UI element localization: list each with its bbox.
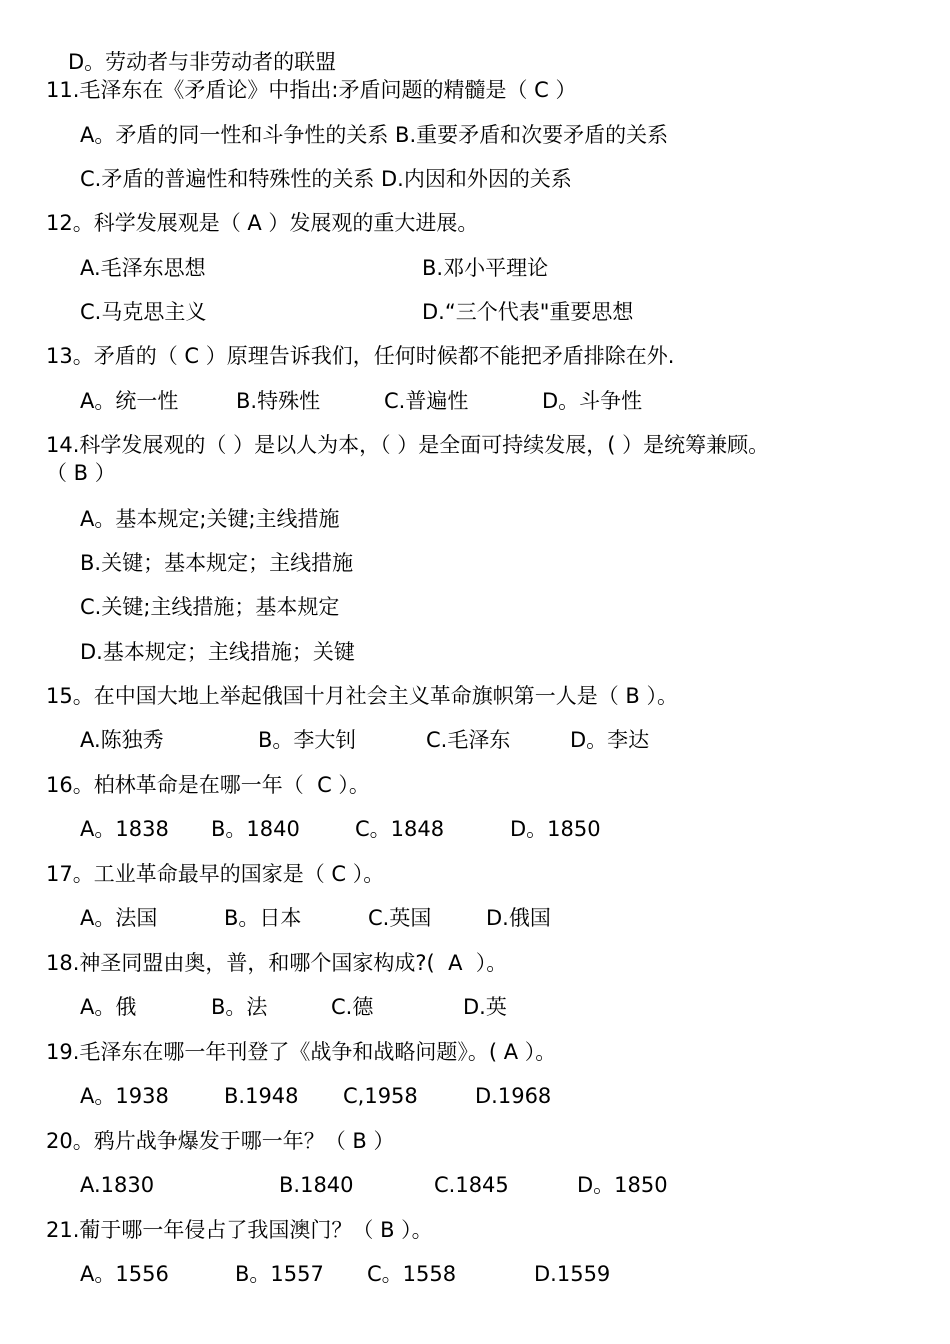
q12-option-b: B.邓小平理论 xyxy=(422,256,549,280)
question-13: 13。矛盾的（ C ）原理告诉我们，任何时候都不能把矛盾排除在外. xyxy=(46,344,675,368)
q13-option-a: A。统一性 xyxy=(80,389,179,413)
q12-option-a: A.毛泽东思想 xyxy=(80,256,206,280)
q19-option-b: B.1948 xyxy=(224,1084,299,1108)
question-15: 15。在中国大地上举起俄国十月社会主义革命旗帜第一人是（ B ）。 xyxy=(46,684,678,708)
q13-option-d: D。斗争性 xyxy=(542,389,643,413)
q18-option-c: C.德 xyxy=(331,995,374,1019)
q21-option-a: A。1556 xyxy=(80,1262,169,1286)
q16-option-b: B。1840 xyxy=(211,817,300,841)
q17-option-a: A。法国 xyxy=(80,906,158,930)
q18-option-d: D.英 xyxy=(463,995,507,1019)
question-17: 17。工业革命最早的国家是（ C ）。 xyxy=(46,862,385,886)
q19-option-d: D.1968 xyxy=(475,1084,552,1108)
q20-option-d: D。1850 xyxy=(577,1173,668,1197)
q11-options-cd: C.矛盾的普遍性和特殊性的关系 D.内因和外因的关系 xyxy=(80,167,572,191)
question-19: 19.毛泽东在哪一年刊登了《战争和战略问题》。( A ）。 xyxy=(46,1040,557,1064)
q11-options-ab: A。矛盾的同一性和斗争性的关系 B.重要矛盾和次要矛盾的关系 xyxy=(80,123,669,147)
question-14: 14.科学发展观的（ ）是以人为本，（ ）是全面可持续发展，( ）是统筹兼顾。 xyxy=(46,433,770,457)
q12-option-c: C.马克思主义 xyxy=(80,300,207,324)
question-14-answer: （ B ） xyxy=(46,461,116,485)
question-20: 20。鸦片战争爆发于哪一年？（ B ） xyxy=(46,1129,395,1153)
question-16: 16。柏林革命是在哪一年（ C ）。 xyxy=(46,773,370,797)
q21-option-c: C。1558 xyxy=(367,1262,457,1286)
q21-option-d: D.1559 xyxy=(534,1262,611,1286)
q17-option-d: D.俄国 xyxy=(486,906,551,930)
q13-option-c: C.普遍性 xyxy=(384,389,469,413)
q15-option-b: B。李大钊 xyxy=(258,728,357,752)
q17-option-c: C.英国 xyxy=(368,906,432,930)
q13-option-b: B.特殊性 xyxy=(236,389,321,413)
q15-option-d: D。李达 xyxy=(570,728,650,752)
question-12: 12。科学发展观是（ A ）发展观的重大进展。 xyxy=(46,211,479,235)
question-18: 18.神圣同盟由奥，普，和哪个国家构成?( A ）。 xyxy=(46,951,508,975)
q19-option-a: A。1938 xyxy=(80,1084,169,1108)
q15-option-a: A.陈独秀 xyxy=(80,728,164,752)
q10-option-d: D。劳动者与非劳动者的联盟 xyxy=(68,50,337,74)
q20-option-a: A.1830 xyxy=(80,1173,155,1197)
question-11: 11.毛泽东在《矛盾论》中指出:矛盾问题的精髓是（ C ） xyxy=(46,78,577,102)
question-21: 21.葡于哪一年侵占了我国澳门？（ B ）。 xyxy=(46,1218,433,1242)
q20-option-b: B.1840 xyxy=(279,1173,354,1197)
q14-option-d: D.基本规定；主线措施；关键 xyxy=(80,640,355,664)
q16-option-a: A。1838 xyxy=(80,817,169,841)
q16-option-c: C。1848 xyxy=(355,817,445,841)
q20-option-c: C.1845 xyxy=(434,1173,509,1197)
q14-option-b: B.关键；基本规定；主线措施 xyxy=(80,551,354,575)
q18-option-a: A。俄 xyxy=(80,995,137,1019)
q18-option-b: B。法 xyxy=(211,995,268,1019)
q12-option-d: D.“三个代表"重要思想 xyxy=(422,300,634,324)
q14-option-a: A。基本规定;关键;主线措施 xyxy=(80,507,340,531)
q19-option-c: C,1958 xyxy=(343,1084,418,1108)
q16-option-d: D。1850 xyxy=(510,817,601,841)
q21-option-b: B。1557 xyxy=(235,1262,324,1286)
q15-option-c: C.毛泽东 xyxy=(426,728,511,752)
q17-option-b: B。日本 xyxy=(224,906,302,930)
q14-option-c: C.关键;主线措施；基本规定 xyxy=(80,595,340,619)
